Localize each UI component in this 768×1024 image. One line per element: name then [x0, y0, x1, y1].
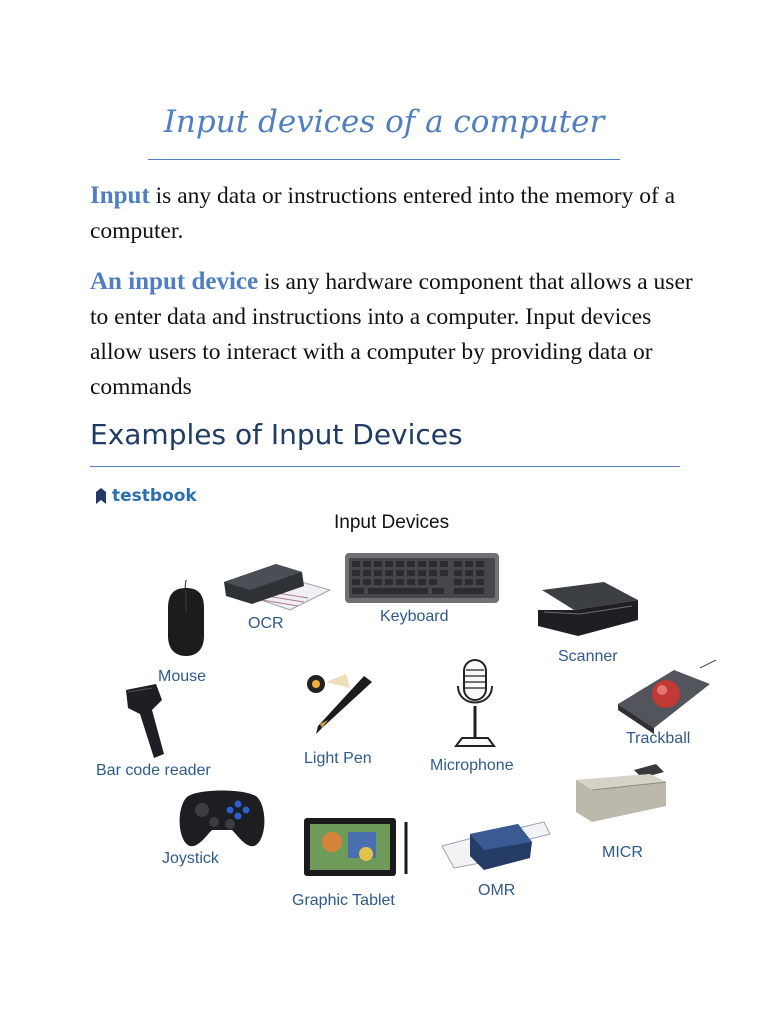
input-definition-text: is any data or instructions entered into the memory of a computer. [90, 183, 676, 244]
keyboard-icon [344, 552, 500, 604]
ocr-icon [218, 562, 334, 614]
testbook-logo-text: testbook [112, 486, 197, 506]
figure-title: Input Devices [334, 512, 450, 533]
input-device-definition [90, 264, 700, 405]
input-term: Input [90, 182, 150, 209]
trackball-icon [614, 658, 720, 734]
light-pen-icon [298, 664, 378, 740]
barcode-reader-label: Bar code reader [96, 762, 211, 779]
page-title: Input devices of a computer [163, 104, 605, 140]
trackball-label: Trackball [626, 730, 691, 747]
title-underline [148, 159, 620, 160]
microphone-icon [450, 656, 500, 752]
omr-label: OMR [478, 882, 516, 899]
mouse-icon [164, 578, 208, 658]
graphic-tablet-label: Graphic Tablet [292, 892, 395, 909]
barcode-reader-icon [122, 682, 182, 762]
testbook-logo-icon [94, 488, 108, 504]
testbook-logo [94, 486, 197, 506]
scanner-icon [534, 580, 644, 642]
mouse-label: Mouse [158, 668, 207, 685]
joystick-icon [176, 780, 268, 852]
input-definition [90, 178, 700, 249]
input-devices-figure [88, 480, 728, 920]
input-device-definition-text: is any hardware component that allows a user to enter data and instructions into a computer. Input devices allow users to interact with a computer by providing data or commands [90, 269, 693, 400]
omr-icon [440, 820, 552, 876]
joystick-label: Joystick [162, 850, 219, 867]
ocr-label: OCR [248, 615, 284, 632]
micr-label: MICR [602, 844, 643, 861]
light-pen-label: Light Pen [304, 750, 372, 767]
microphone-label: Microphone [430, 757, 514, 774]
input-device-term: An input device [90, 268, 259, 295]
section-underline [90, 466, 680, 467]
scanner-label: Scanner [558, 648, 618, 665]
keyboard-label: Keyboard [380, 608, 449, 625]
micr-icon [570, 760, 670, 830]
graphic-tablet-icon [302, 814, 414, 880]
section-heading: Examples of Input Devices [90, 418, 463, 451]
